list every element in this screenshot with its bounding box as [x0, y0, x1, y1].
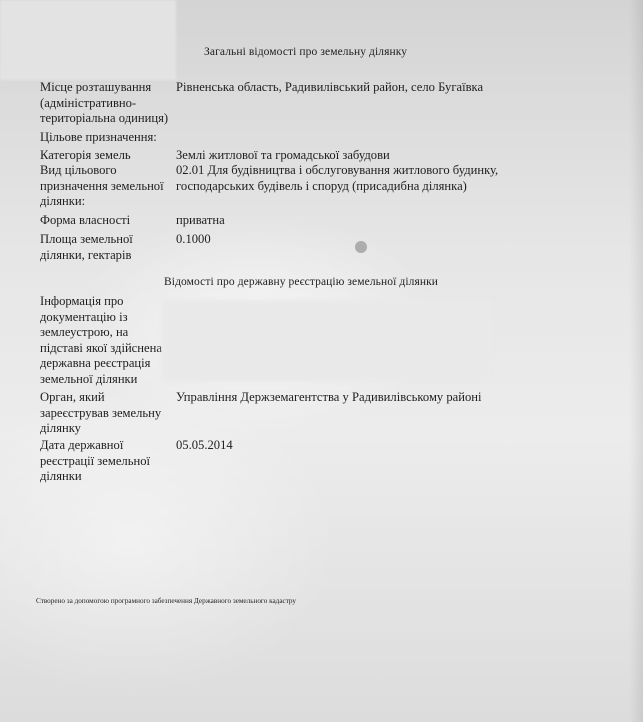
value-registration-date: 05.05.2014	[176, 438, 233, 452]
label-purpose: Цільове призначення:	[40, 130, 157, 144]
scan-speck	[355, 241, 367, 253]
value-ownership-form: приватна	[176, 213, 225, 227]
label-registering-authority: Орган, який зареєстрував земельну ділянку	[40, 390, 162, 435]
value-area: 0.1000	[176, 232, 211, 246]
label-purpose-type: Вид цільового призначення земельної ділянки:	[40, 163, 164, 208]
scan-edge-shadow	[629, 0, 643, 722]
redacted-area-documentation	[162, 300, 492, 382]
section-general-title: Загальні відомості про земельну ділянку	[204, 46, 408, 58]
value-land-category: Землі житлової та громадської забудови	[176, 148, 390, 162]
label-documentation-info: Інформація про документацію із землеустрою, на підставі якої здійснена державна реєстрація земельної ділянки	[40, 294, 162, 386]
label-land-category: Категорія земель	[40, 148, 131, 162]
label-ownership-form: Форма власності	[40, 213, 131, 227]
label-area: Площа земельної ділянки, гектарів	[40, 232, 133, 262]
value-location: Рівненська область, Радивилівський район, село Бугаївка	[176, 80, 484, 94]
footer-note: Створено за допомогою програмного забезпечення Державного земельного кадастру	[36, 597, 297, 605]
redacted-area-top	[0, 0, 176, 80]
label-location: Місце розташування (адміністративно-територіальна одиниця)	[40, 80, 169, 125]
value-purpose-type: 02.01 Для будівництва і обслуговування житлового будинку, господарських будівель і споруд (присадибна ділянка)	[176, 163, 499, 193]
label-registration-date: Дата державної реєстрації земельної ділянки	[40, 438, 150, 483]
section-registration-title: Відомості про державну реєстрацію земельної ділянки	[164, 276, 439, 288]
value-registering-authority: Управління Держземагентства у Радивилівському районі	[176, 390, 482, 404]
